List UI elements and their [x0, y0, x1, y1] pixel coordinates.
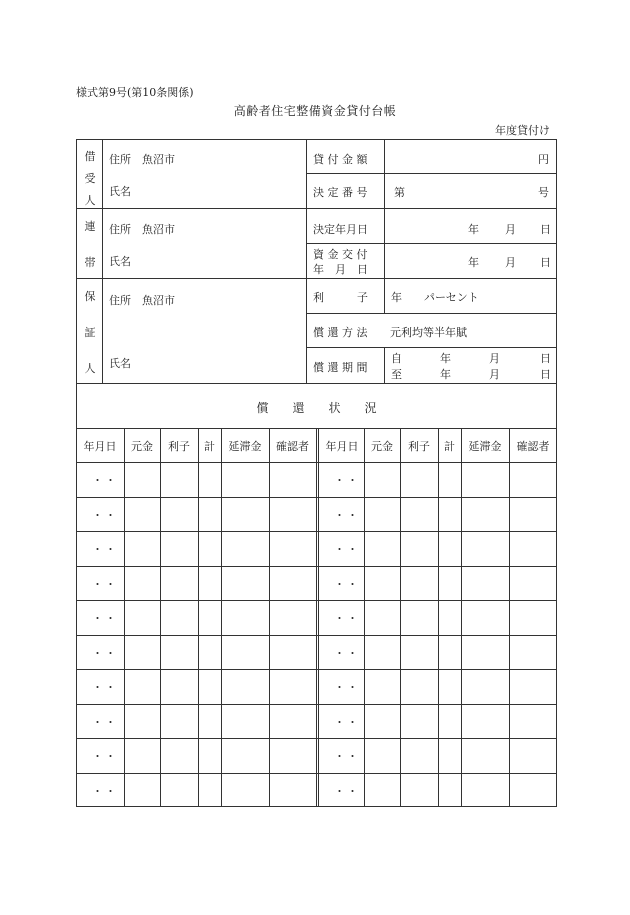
- divider: [76, 208, 557, 209]
- loan-amount-label: 貸 付 金 額: [313, 153, 368, 166]
- date-cell: ・・: [92, 715, 118, 729]
- divider: [306, 347, 557, 348]
- repayment-period-label: 償 還 期 間: [313, 361, 368, 374]
- date-year: 年: [468, 223, 479, 236]
- decision-number-label: 決 定 番 号: [313, 186, 368, 199]
- page-title: 高齢者住宅整備資金貸付台帳: [233, 104, 397, 118]
- date-cell: ・・: [92, 474, 118, 488]
- column-header: 計: [444, 440, 455, 453]
- column-header: 利子: [408, 440, 430, 453]
- grid-line: [221, 428, 222, 807]
- decision-number-prefix: 第: [394, 186, 405, 199]
- repayment-method-value: 元利均等半年賦: [390, 326, 467, 339]
- date-cell: ・・: [92, 646, 118, 660]
- grid-line: [76, 600, 557, 601]
- date-year: 年: [468, 256, 479, 269]
- column-header: 確認者: [516, 440, 550, 453]
- date-cell: ・・: [92, 508, 118, 522]
- grid-line: [76, 738, 557, 739]
- date-month: 月: [489, 352, 500, 365]
- delivery-date-label-2: 年 月 日: [313, 263, 368, 276]
- interest-percent: パーセント: [424, 291, 479, 304]
- date-cell: ・・: [334, 577, 360, 591]
- date-day: 日: [540, 368, 551, 381]
- column-header: 元金: [371, 440, 393, 453]
- grid-line: [198, 428, 199, 807]
- date-day: 日: [540, 256, 551, 269]
- delivery-date-label-1: 資 金 交 付: [313, 248, 368, 261]
- date-cell: ・・: [334, 508, 360, 522]
- divider: [384, 347, 385, 383]
- grid-line: [76, 566, 557, 567]
- column-header: 年月日: [325, 440, 359, 453]
- date-cell: ・・: [334, 750, 360, 764]
- date-year: 年: [440, 368, 451, 381]
- repayment-method-label: 償 還 方 法: [313, 326, 368, 339]
- divider: [384, 139, 385, 314]
- form-number: 様式第9号(第10条関係): [76, 86, 194, 99]
- guarantor2-address-label: 住所 魚沼市: [109, 294, 175, 307]
- grid-line: [76, 773, 557, 774]
- guarantor2-name-label: 氏名: [109, 357, 131, 370]
- date-cell: ・・: [92, 543, 118, 557]
- grid-line: [76, 669, 557, 670]
- date-cell: ・・: [92, 784, 118, 798]
- column-header: 確認者: [276, 440, 309, 453]
- guarantor-side-label-2: 保 証 人: [84, 290, 96, 375]
- date-cell: ・・: [334, 715, 360, 729]
- column-header: 延滞金: [228, 440, 262, 453]
- date-cell: ・・: [334, 543, 360, 557]
- divider: [306, 313, 557, 314]
- date-month: 月: [505, 256, 516, 269]
- borrower-address-label: 住所 魚沼市: [109, 153, 175, 166]
- divider: [76, 278, 557, 279]
- borrower-side-label: 借 受 人: [84, 150, 96, 207]
- grid-line: [318, 428, 319, 807]
- interest-label: 利 子: [313, 291, 368, 304]
- date-cell: ・・: [334, 681, 360, 695]
- date-cell: ・・: [334, 646, 360, 660]
- date-cell: ・・: [92, 612, 118, 626]
- divider: [306, 173, 557, 174]
- date-cell: ・・: [334, 784, 360, 798]
- date-day: 日: [540, 352, 551, 365]
- divider: [306, 243, 557, 244]
- grid-line: [76, 635, 557, 636]
- date-cell: ・・: [334, 474, 360, 488]
- grid-line: [76, 531, 557, 532]
- column-header: 計: [204, 440, 215, 453]
- repayment-status-title: 償 還 状 況: [256, 401, 377, 415]
- borrower-name-label: 氏名: [109, 185, 131, 198]
- column-header: 利子: [168, 440, 190, 453]
- date-cell: ・・: [92, 577, 118, 591]
- guarantor-side-label: 連 帯: [84, 220, 96, 269]
- column-header: 年月日: [83, 440, 117, 453]
- date-cell: ・・: [92, 750, 118, 764]
- period-from: 自: [391, 352, 402, 365]
- column-header: 元金: [131, 440, 153, 453]
- guarantor1-name-label: 氏名: [109, 255, 131, 268]
- date-cell: ・・: [334, 612, 360, 626]
- date-month: 月: [505, 223, 516, 236]
- grid-line: [461, 428, 462, 807]
- date-month: 月: [489, 368, 500, 381]
- decision-number-suffix: 号: [538, 186, 549, 199]
- grid-line: [400, 428, 401, 807]
- grid-line: [124, 428, 125, 807]
- grid-line: [316, 428, 317, 807]
- amount-unit: 円: [538, 153, 549, 166]
- date-year: 年: [440, 352, 451, 365]
- grid-line: [76, 704, 557, 705]
- period-to: 至: [391, 368, 402, 381]
- grid-line: [269, 428, 270, 807]
- grid-line: [364, 428, 365, 807]
- guarantor1-address-label: 住所 魚沼市: [109, 223, 175, 236]
- grid-line: [438, 428, 439, 807]
- divider: [102, 139, 103, 383]
- date-cell: ・・: [92, 681, 118, 695]
- column-header: 延滞金: [468, 440, 502, 453]
- grid-line: [509, 428, 510, 807]
- fiscal-year-label: 年度貸付け: [495, 124, 550, 137]
- grid-line: [76, 497, 557, 498]
- decision-date-label: 決定年月日: [313, 223, 368, 236]
- interest-year: 年: [391, 291, 402, 304]
- date-day: 日: [540, 223, 551, 236]
- divider: [76, 383, 557, 384]
- divider: [306, 139, 307, 383]
- grid-line: [160, 428, 161, 807]
